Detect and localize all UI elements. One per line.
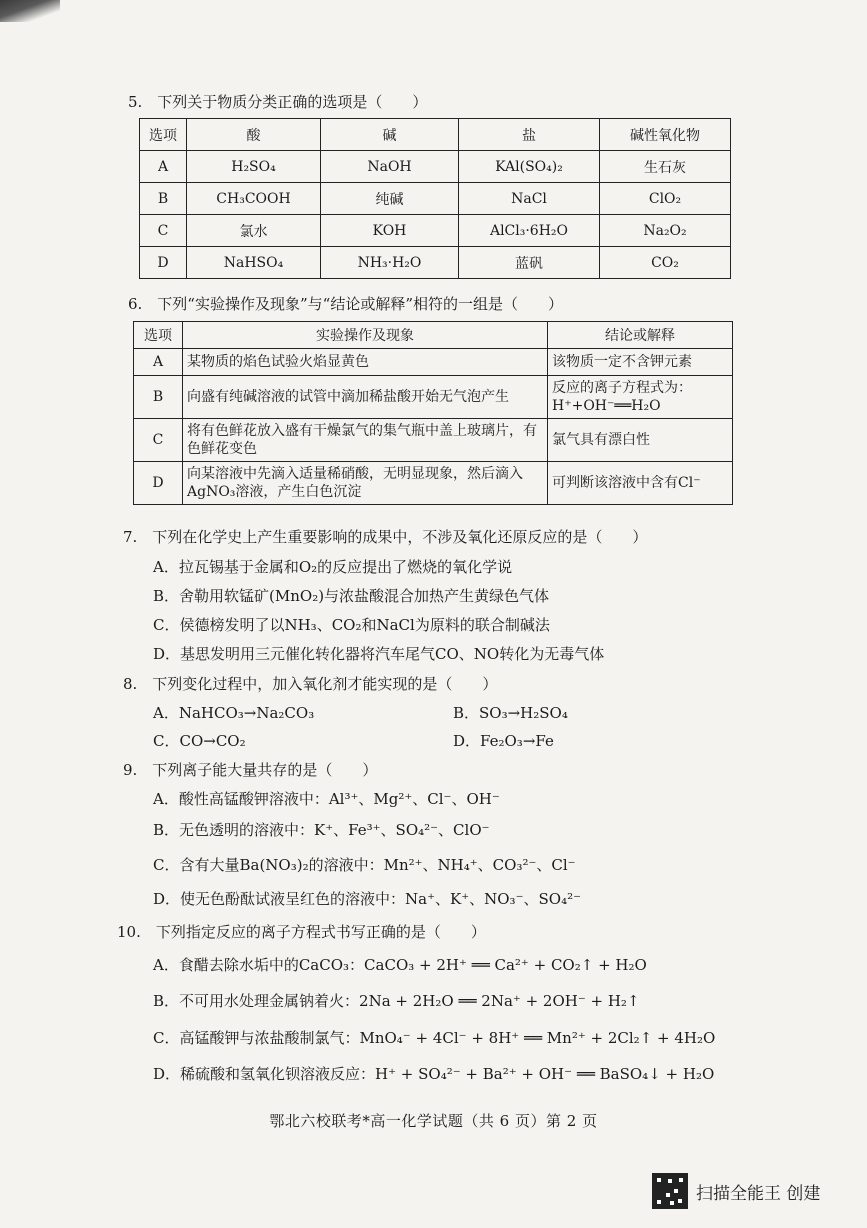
table-row — [140, 247, 731, 279]
table-cell: 可判断该溶液中含有Cl⁻ — [548, 462, 733, 505]
option-b: B．舍勒用软锰矿(MnO₂)与浓盐酸混合加热产生黄绿色气体 — [153, 587, 550, 605]
header-cell: 结论或解释 — [548, 322, 733, 349]
table-row — [140, 215, 731, 247]
table-cell: 蓝矾 — [459, 247, 600, 279]
header-cell: 碱 — [321, 119, 459, 151]
table-cell: D — [134, 462, 183, 505]
option-a: A．酸性高锰酸钾溶液中：Al³⁺、Mg²⁺、Cl⁻、OH⁻ — [153, 790, 500, 808]
table-cell: D — [140, 247, 187, 279]
table-cell: CO₂ — [600, 247, 731, 279]
option-c: C．侯德榜发明了以NH₃、CO₂和NaCl为原料的联合制碱法 — [153, 616, 550, 634]
option-d: D．使无色酚酞试液呈红色的溶液中：Na⁺、K⁺、NO₃⁻、SO₄²⁻ — [153, 890, 582, 908]
question-7-stem: 7. 下列在化学史上产生重要影响的成果中，不涉及氧化还原反应的是（ ） — [123, 528, 648, 546]
option-b: B．不可用水处理金属钠着火：2Na + 2H₂O ══ 2Na⁺ + 2OH⁻ + H₂↑ — [153, 992, 640, 1010]
table-header-row — [140, 119, 731, 151]
table-row — [134, 462, 733, 505]
table-cell: ClO₂ — [600, 183, 731, 215]
question-6-table — [133, 321, 733, 505]
table-row — [140, 151, 731, 183]
table-cell: H₂SO₄ — [187, 151, 321, 183]
table-cell: CH₃COOH — [187, 183, 321, 215]
table-cell: NaOH — [321, 151, 459, 183]
table-cell: KAl(SO₄)₂ — [459, 151, 600, 183]
option-a: A．拉瓦锡基于金属和O₂的反应提出了燃烧的氧化学说 — [153, 558, 513, 576]
table-cell: A — [140, 151, 187, 183]
question-6-stem: 6. 下列“实验操作及现象”与“结论或解释”相符的一组是（ ） — [128, 295, 563, 313]
table-cell: 氯水 — [187, 215, 321, 247]
header-cell: 选项 — [140, 119, 187, 151]
table-row — [140, 183, 731, 215]
option-d: D．Fe₂O₃→Fe — [453, 732, 554, 750]
scanner-watermark — [652, 1170, 820, 1212]
header-cell: 盐 — [459, 119, 600, 151]
table-cell: 将有色鲜花放入盛有干燥氯气的集气瓶中盖上玻璃片，有色鲜花变色 — [183, 419, 548, 462]
table-cell: 某物质的焰色试验火焰显黄色 — [183, 349, 548, 376]
question-5-table — [139, 118, 731, 279]
table-cell: Na₂O₂ — [600, 215, 731, 247]
table-cell: B — [134, 376, 183, 419]
table-cell: 氯气具有漂白性 — [548, 419, 733, 462]
table-cell: C — [134, 419, 183, 462]
table-cell: C — [140, 215, 187, 247]
header-cell: 实验操作及现象 — [183, 322, 548, 349]
table-row — [134, 419, 733, 462]
option-b: B．无色透明的溶液中：K⁺、Fe³⁺、SO₄²⁻、ClO⁻ — [153, 821, 490, 839]
table-row — [134, 376, 733, 419]
table-cell: NH₃·H₂O — [321, 247, 459, 279]
table-cell: A — [134, 349, 183, 376]
header-cell: 选项 — [134, 322, 183, 349]
question-5-stem: 5. 下列关于物质分类正确的选项是（ ） — [128, 93, 428, 111]
table-cell: B — [140, 183, 187, 215]
question-9-stem: 9. 下列离子能大量共存的是（ ） — [123, 761, 378, 779]
question-10-stem: 10. 下列指定反应的离子方程式书写正确的是（ ） — [117, 923, 486, 941]
option-c: C．高锰酸钾与浓盐酸制氯气：MnO₄⁻ + 4Cl⁻ + 8H⁺ ══ Mn²⁺ + 2Cl₂↑ + 4H₂O — [153, 1029, 716, 1047]
table-cell: 生石灰 — [600, 151, 731, 183]
option-a: A．食醋去除水垢中的CaCO₃：CaCO₃ + 2H⁺ ══ Ca²⁺ + CO₂↑ + H₂O — [153, 956, 647, 974]
option-c: C．含有大量Ba(NO₃)₂的溶液中：Mn²⁺、NH₄⁺、CO₃²⁻、Cl⁻ — [153, 856, 576, 874]
scan-edge-mark — [0, 0, 60, 22]
table-row — [134, 349, 733, 376]
question-8-stem: 8. 下列变化过程中，加入氧化剂才能实现的是（ ） — [123, 675, 498, 693]
table-cell: KOH — [321, 215, 459, 247]
option-a: A．NaHCO₃→Na₂CO₃ — [153, 704, 315, 722]
option-c: C．CO→CO₂ — [153, 732, 246, 750]
header-cell: 酸 — [187, 119, 321, 151]
header-cell: 碱性氧化物 — [600, 119, 731, 151]
table-cell: NaCl — [459, 183, 600, 215]
table-cell: 向某溶液中先滴入适量稀硝酸，无明显现象，然后滴入AgNO₃溶液，产生白色沉淀 — [183, 462, 548, 505]
table-cell: 向盛有纯碱溶液的试管中滴加稀盐酸开始无气泡产生 — [183, 376, 548, 419]
option-d: D．稀硫酸和氢氧化钡溶液反应：H⁺ + SO₄²⁻ + Ba²⁺ + OH⁻ ══ BaSO₄↓ + H₂O — [153, 1065, 715, 1083]
watermark-text: 扫描全能王 创建 — [696, 1183, 821, 1204]
table-cell: 该物质一定不含钾元素 — [548, 349, 733, 376]
option-d: D．基思发明用三元催化转化器将汽车尾气CO、NO转化为无毒气体 — [153, 645, 605, 663]
table-cell: NaHSO₄ — [187, 247, 321, 279]
table-cell: 反应的离子方程式为：H⁺+OH⁻══H₂O — [548, 376, 733, 419]
qr-code-icon — [652, 1173, 688, 1209]
table-cell: 纯碱 — [321, 183, 459, 215]
page-footer: 鄂北六校联考*高一化学试题（共 6 页）第 2 页 — [269, 1112, 598, 1130]
table-header-row — [134, 322, 733, 349]
table-cell: AlCl₃·6H₂O — [459, 215, 600, 247]
option-b: B．SO₃→H₂SO₄ — [453, 704, 568, 722]
